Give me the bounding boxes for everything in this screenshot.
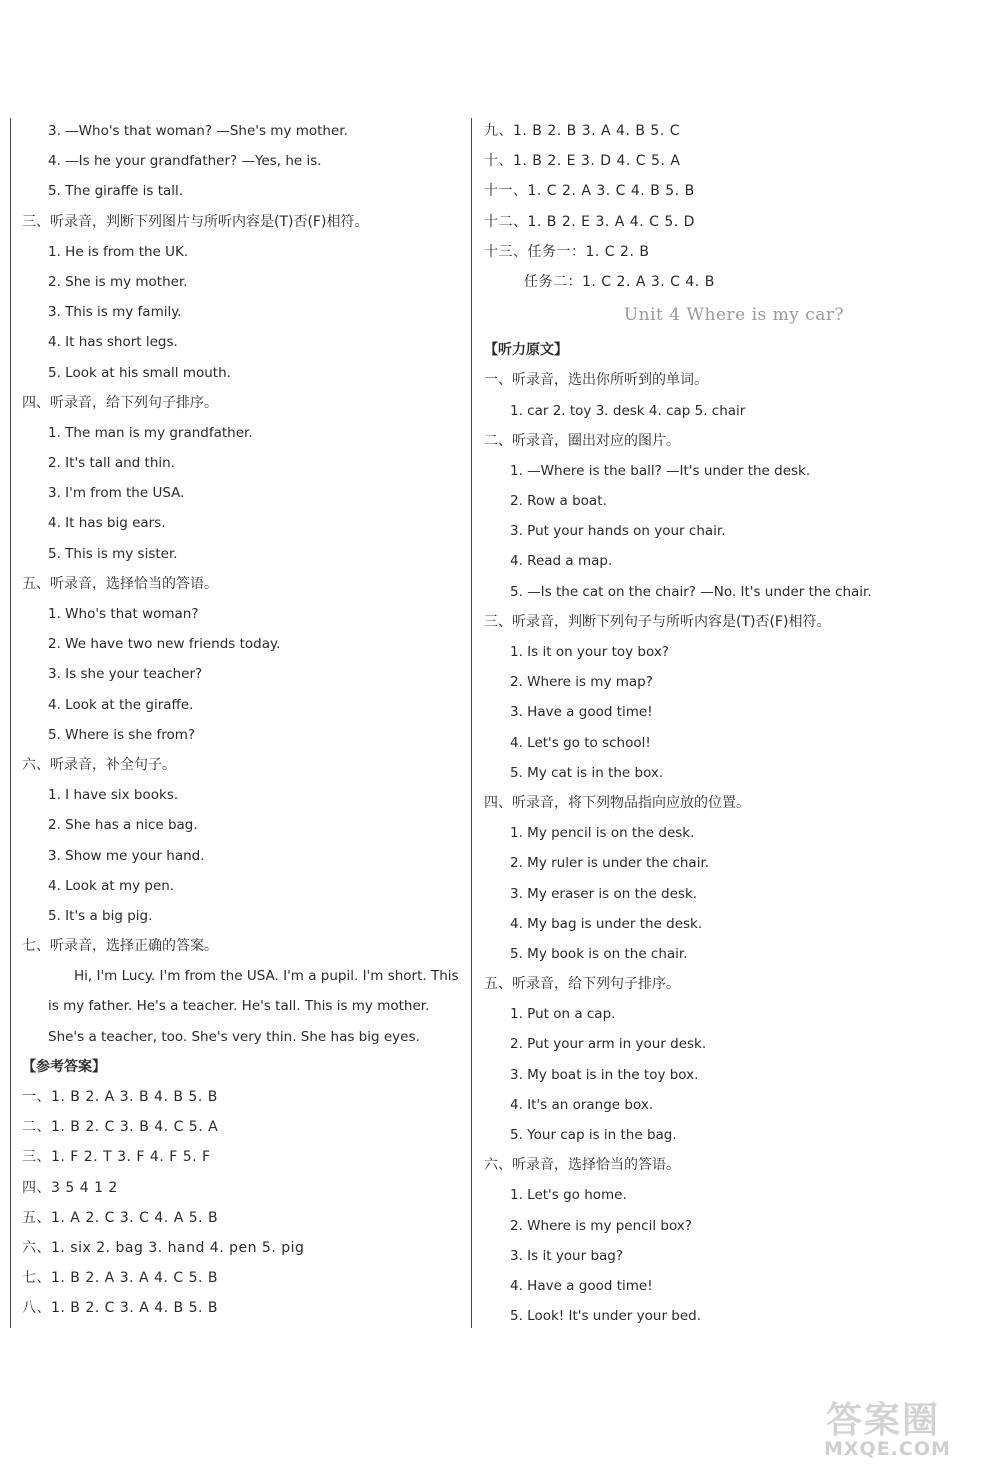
- watermark-logo: [820, 1392, 1000, 1471]
- section-heading: 六、听录音，选择恰当的答语。: [484, 1157, 680, 1174]
- script-line: 4. My bag is under the desk.: [510, 915, 703, 932]
- script-line: 3. My eraser is on the desk.: [510, 885, 698, 902]
- script-line: 4. It has short legs.: [48, 334, 178, 351]
- script-line: 4. Read a map.: [510, 553, 613, 570]
- section-heading: 五、听录音，给下列句子排序。: [484, 976, 680, 993]
- column-divider: [471, 118, 472, 1328]
- right-listening-script: [484, 365, 984, 1331]
- script-line: 1. Who's that woman?: [48, 606, 199, 622]
- script-line: 4. It's an orange box.: [510, 1096, 654, 1113]
- section-heading: 五、听录音，选择恰当的答语。: [22, 575, 218, 592]
- section-heading: 二、听录音，圈出对应的图片。: [484, 432, 680, 449]
- answer-line: 七、1. B 2. A 3. A 4. C 5. B: [22, 1270, 218, 1287]
- script-line: 3. Is she your teacher?: [48, 666, 203, 683]
- answers-heading: 【参考答案】: [22, 1058, 106, 1075]
- script-line: 3. Put your hands on your chair.: [510, 523, 726, 540]
- script-line: 2. Row a boat.: [510, 493, 607, 510]
- left-listening-script: [22, 116, 462, 961]
- section-heading: 六、听录音，补全句子。: [22, 756, 176, 773]
- script-line: 3. Have a good time!: [510, 704, 653, 721]
- answer-line: 一、1. B 2. A 3. B 4. B 5. B: [22, 1089, 218, 1106]
- script-line: 5. It's a big pig.: [48, 907, 153, 924]
- script-line: 4. Have a good time!: [510, 1277, 653, 1294]
- script-line: 2. Where is my pencil box?: [510, 1217, 692, 1234]
- script-line: 4. —Is he your grandfather? —Yes, he is.: [48, 153, 322, 170]
- script-line: 1. car 2. toy 3. desk 4. cap 5. chair: [510, 402, 746, 419]
- script-line: 1. My pencil is on the desk.: [510, 825, 695, 842]
- left-column: [22, 116, 462, 1324]
- script-line: 1. Put on a cap.: [510, 1006, 616, 1023]
- answer-line: 三、1. F 2. T 3. F 4. F 5. F: [22, 1149, 211, 1166]
- section-heading: 三、听录音，判断下列句子与所听内容是(T)否(F)相符。: [484, 613, 831, 630]
- script-line: 1. Is it on your toy box?: [510, 644, 669, 660]
- answer-line: 十一、1. C 2. A 3. C 4. B 5. B: [484, 183, 695, 200]
- script-line: 4. Let's go to school!: [510, 734, 651, 751]
- passage-paragraph: [22, 961, 462, 1052]
- script-line: 1. The man is my grandfather.: [48, 424, 253, 441]
- section-heading: 三、听录音，判断下列图片与所听内容是(T)否(F)相符。: [22, 213, 369, 230]
- script-line: 5. Your cap is in the bag.: [510, 1127, 677, 1143]
- script-line: 1. He is from the UK.: [48, 243, 189, 260]
- script-line: 4. Look at my pen.: [48, 877, 175, 894]
- script-line: 5. The giraffe is tall.: [48, 183, 184, 200]
- script-line: 2. She has a nice bag.: [48, 817, 198, 834]
- script-line: 5. Look! It's under your bed.: [510, 1308, 702, 1325]
- script-line: 3. My boat is in the toy box.: [510, 1066, 699, 1083]
- script-line: 3. I'm from the USA.: [48, 485, 185, 502]
- script-line: 1. I have six books.: [48, 787, 179, 804]
- answer-line: 五、1. A 2. C 3. C 4. A 5. B: [22, 1209, 219, 1226]
- unit-title: Unit 4 Where is my car?: [623, 305, 845, 326]
- script-line: 5. My cat is in the box.: [510, 764, 664, 781]
- script-line: 3. This is my family.: [48, 304, 182, 321]
- script-line: 1. —Where is the ball? —It's under the desk.: [510, 462, 811, 479]
- section-heading: 四、听录音，给下列句子排序。: [22, 394, 218, 411]
- script-line: 3. Is it your bag?: [510, 1247, 624, 1264]
- script-line: 2. Where is my map?: [510, 674, 653, 691]
- script-line: 5. Where is she from?: [48, 726, 196, 743]
- script-line: 5. This is my sister.: [48, 545, 178, 562]
- watermark-url: MXQE.COM: [824, 1438, 951, 1460]
- script-line: 3. Show me your hand.: [48, 847, 205, 864]
- script-line: 5. My book is on the chair.: [510, 945, 688, 962]
- answers-list-left: [22, 1082, 462, 1324]
- section-heading: 七、听录音，选择正确的答案。: [22, 938, 218, 955]
- script-line: 2. We have two new friends today.: [48, 636, 281, 653]
- passage-text: Hi, I'm Lucy. I'm from the USA. I'm a pupil. I'm short. This is my father. He's a teacher. He's tall. This is my mother. She's a teacher, too. She's very thin. She has big eyes.: [48, 968, 459, 1045]
- script-line: 4. Look at the giraffe.: [48, 696, 194, 713]
- right-column: [484, 116, 984, 1331]
- answer-line: 九、1. B 2. B 3. A 4. B 5. C: [484, 123, 681, 139]
- script-line: 3. —Who's that woman? —She's my mother.: [48, 123, 348, 139]
- answer-line: 十三、任务一：1. C 2. B: [484, 243, 650, 260]
- answer-line: 十二、1. B 2. E 3. A 4. C 5. D: [484, 213, 695, 230]
- script-line: 4. It has big ears.: [48, 515, 166, 532]
- answer-line-task2: 任务二：1. C 2. A 3. C 4. B: [524, 273, 715, 290]
- script-line: 1. Let's go home.: [510, 1187, 627, 1204]
- answer-line: 二、1. B 2. C 3. B 4. C 5. A: [22, 1119, 219, 1136]
- script-line: 2. She is my mother.: [48, 273, 188, 290]
- answer-line: 四、3 5 4 1 2: [22, 1179, 118, 1196]
- answer-line: 八、1. B 2. C 3. A 4. B 5. B: [22, 1300, 219, 1317]
- answers-list-right: [484, 116, 984, 267]
- listening-heading: 【听力原文】: [484, 342, 568, 359]
- section-heading: 四、听录音，将下列物品指向应放的位置。: [484, 794, 750, 811]
- script-line: 2. My ruler is under the chair.: [510, 855, 710, 872]
- left-margin-rule: [10, 118, 11, 1328]
- script-line: 5. Look at his small mouth.: [48, 364, 231, 381]
- answer-line: 十、1. B 2. E 3. D 4. C 5. A: [484, 153, 681, 170]
- script-line: 5. —Is the cat on the chair? —No. It's under the chair.: [510, 583, 872, 600]
- script-line: 2. Put your arm in your desk.: [510, 1036, 707, 1053]
- answer-line: 六、1. six 2. bag 3. hand 4. pen 5. pig: [22, 1239, 305, 1256]
- script-line: 2. It's tall and thin.: [48, 455, 175, 472]
- section-heading: 一、听录音，选出你所听到的单词。: [484, 372, 708, 389]
- watermark-glyphs: 答案圈: [826, 1400, 941, 1441]
